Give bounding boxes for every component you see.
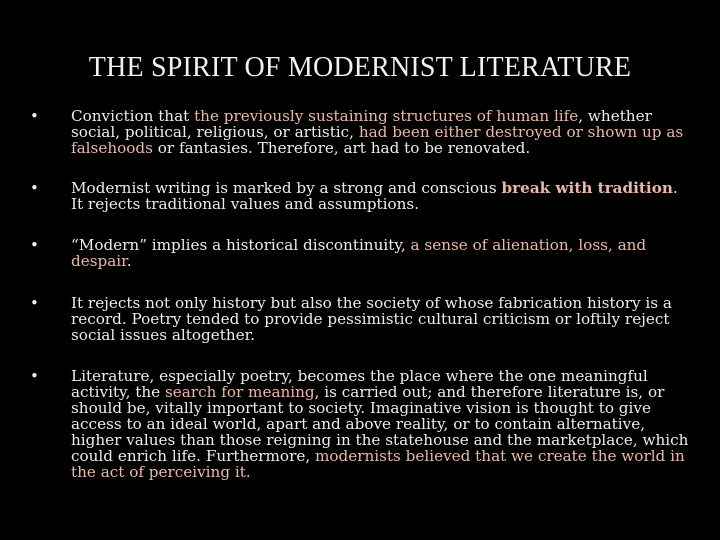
text-segment: Conviction that	[71, 107, 195, 125]
bullet-item-5	[30, 368, 690, 480]
bullet-text	[71, 179, 678, 213]
bullet-marker: •	[30, 107, 39, 125]
highlighted-phrase: had been either destroyed or shown up as falsehoods	[71, 123, 684, 157]
bullet-marker: •	[30, 179, 39, 197]
bullet-item-3	[30, 237, 690, 269]
bullet-text	[71, 236, 646, 270]
text-segment: , whether social, political, religious, or artistic,	[71, 107, 652, 141]
text-segment: . It rejects traditional values and assumptions.	[71, 179, 678, 213]
slide-title: THE SPIRIT OF MODERNIST LITERATURE	[88, 52, 632, 83]
highlighted-phrase: break with tradition	[501, 179, 673, 197]
bullet-text	[71, 107, 683, 157]
highlighted-phrase: the previously sustaining structures of human life	[194, 107, 579, 125]
highlighted-phrase: a sense of alienation, loss, and despair	[71, 236, 647, 270]
bullet-marker: •	[30, 236, 39, 254]
bullet-marker: •	[30, 367, 39, 385]
highlighted-phrase: search for meaning	[164, 383, 315, 401]
bullet-list	[30, 108, 690, 480]
bullet-text	[71, 294, 672, 344]
highlighted-phrase: modernists believed that we create the world in the act of perceiving it.	[71, 447, 685, 481]
text-segment: or fantasies. Therefore, art had to be renovated.	[152, 139, 531, 157]
text-segment: It rejects not only history but also the society of whose fabrication history is a record. Poetry tended to provide pessimistic cultural criticism or loftily reject social issues altogether.	[71, 294, 672, 344]
bullet-marker: •	[30, 294, 39, 312]
bullet-item-4	[30, 295, 690, 343]
text-segment: Modernist writing is marked by a strong and conscious	[71, 179, 502, 197]
text-segment: , is carried out; and therefore literature is, or should be, vitally important to society. Imaginative vision is thought to give access to an ideal world, apart and above reality, or to contain alternative, higher values than those reigning in the statehouse and the marketplace, which could enrich life. Furthermore,	[71, 383, 689, 465]
text-segment: “Modern” implies a historical discontinuity,	[71, 236, 411, 254]
bullet-item-1	[30, 108, 690, 156]
bullet-item-2	[30, 180, 690, 212]
text-segment: .	[126, 252, 132, 270]
text-segment: Literature, especially poetry, becomes the place where the one meaningful activity, the	[71, 367, 648, 401]
bullet-text	[71, 367, 688, 481]
